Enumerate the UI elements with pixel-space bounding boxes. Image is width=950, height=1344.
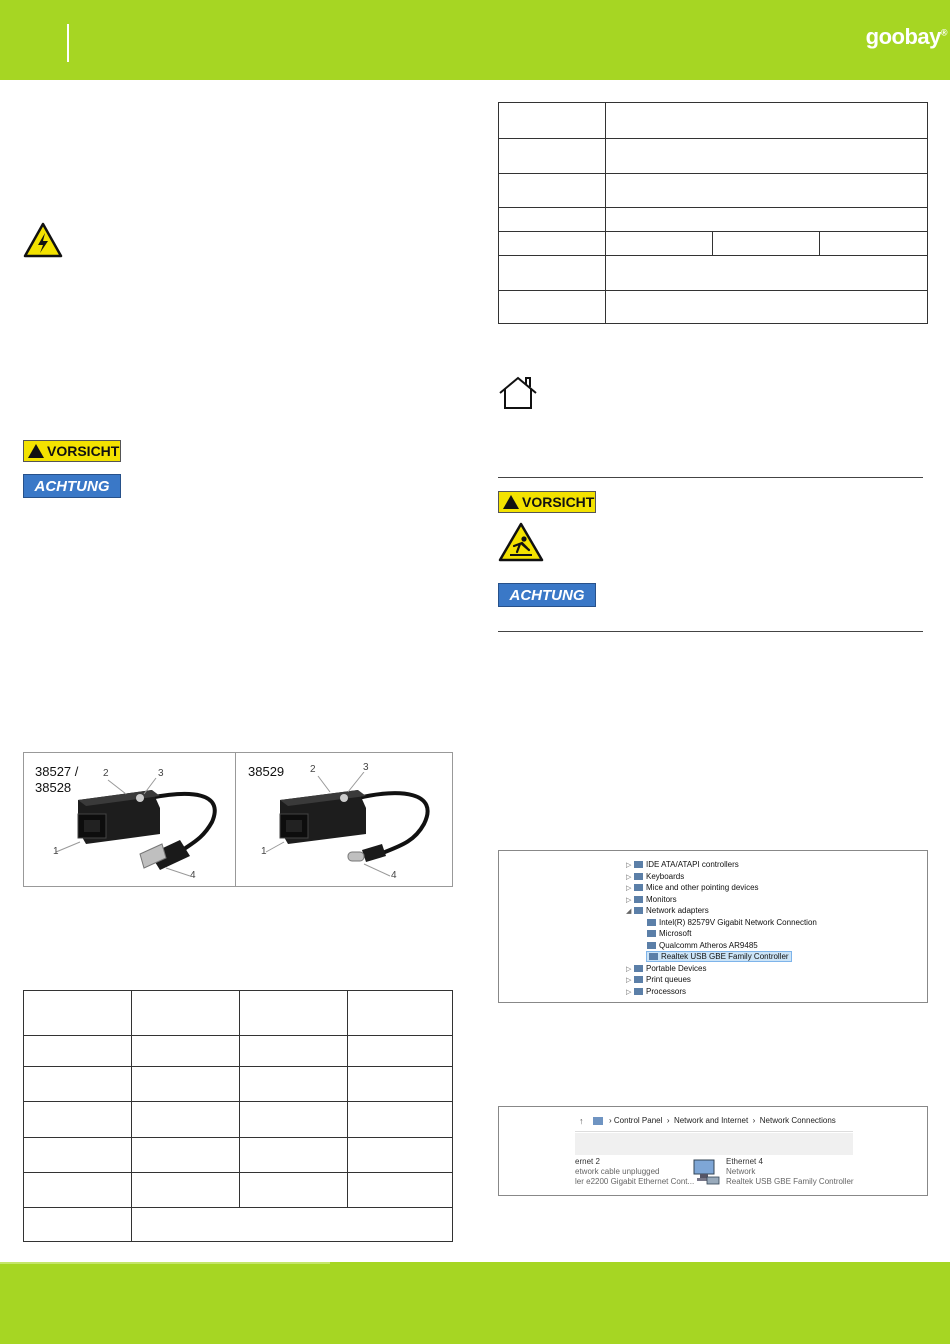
divider-top: [498, 477, 923, 478]
vorsicht-label-right: [498, 491, 596, 513]
header-divider: [67, 24, 69, 62]
callout-4-right: 4: [391, 870, 397, 881]
model-label-38527: 38527 / 38528: [35, 764, 79, 795]
device-tree-item[interactable]: [626, 895, 677, 904]
vorsicht-text: VORSICHT: [47, 443, 120, 459]
device-icon: [634, 976, 643, 983]
adapter-name: ernet 2: [575, 1157, 600, 1166]
device-tree-item[interactable]: [647, 929, 691, 938]
spec-table-left: [23, 990, 453, 1242]
device-icon: [647, 919, 656, 926]
network-adapter-icon: [691, 1157, 721, 1192]
callout-1-right: 1: [261, 846, 267, 857]
callout-4-left: 4: [190, 870, 196, 881]
device-icon: [649, 953, 658, 960]
device-icon: [634, 873, 643, 880]
footer-highlight: [0, 1262, 330, 1264]
device-label: IDE ATA/ATAPI controllers: [646, 860, 739, 869]
breadcrumb-item-connections: Network Connections: [759, 1116, 836, 1125]
device-tree-item[interactable]: [626, 906, 709, 915]
device-label: Qualcomm Atheros AR9485: [659, 940, 758, 950]
device-manager-screenshot: [498, 850, 928, 1003]
device-tree-item[interactable]: [626, 975, 691, 984]
brand-name: goobay: [865, 24, 941, 49]
device-icon: [647, 942, 656, 949]
device-label: Mice and other pointing devices: [646, 883, 759, 892]
vorsicht-label-left: [23, 440, 121, 462]
expand-arrow-icon[interactable]: ◢: [626, 908, 632, 915]
device-icon: [634, 896, 643, 903]
brand-mark: ®: [940, 27, 947, 38]
device-label: Microsoft: [659, 929, 692, 938]
adapter-device: Realtek USB GBE Family Controller: [726, 1177, 854, 1186]
device-label: Processors: [646, 986, 687, 996]
callout-2-left: 2: [103, 768, 109, 779]
achtung-label-right: [498, 583, 596, 607]
device-label: Realtek USB GBE Family Controller: [661, 952, 789, 961]
callout-3-left: 3: [158, 768, 164, 779]
breadcrumb-item-network: Network and Internet: [673, 1116, 749, 1125]
address-bar: [575, 1113, 853, 1132]
network-connections-screenshot: [498, 1106, 928, 1196]
callout-1-left: 1: [53, 846, 59, 857]
header-bar: [0, 0, 950, 80]
callout-2-right: 2: [310, 764, 316, 775]
device-label: Network adapters: [646, 906, 709, 915]
breadcrumb-item-control-panel: Control Panel: [613, 1116, 663, 1125]
caution-icon: [503, 495, 519, 509]
device-icon: [634, 861, 643, 868]
up-arrow-icon: ↑: [579, 1116, 584, 1126]
device-tree-item[interactable]: [647, 941, 758, 950]
achtung-text: ACHTUNG: [509, 586, 585, 604]
device-icon: [647, 930, 656, 937]
adapter-status: etwork cable unplugged: [575, 1167, 660, 1176]
device-tree-item[interactable]: [626, 964, 706, 973]
footer-bar: [0, 1262, 950, 1344]
device-icon: [634, 988, 643, 995]
spec-table-right: [498, 102, 928, 324]
device-icon: [634, 965, 643, 972]
expand-arrow-icon[interactable]: ▷: [626, 862, 632, 869]
adapter-name: Ethernet 4: [726, 1157, 763, 1166]
expand-arrow-icon[interactable]: ▷: [626, 965, 632, 973]
divider-bottom: [498, 631, 923, 632]
brand-logo: [860, 24, 947, 50]
expand-arrow-icon[interactable]: ▷: [626, 988, 632, 996]
device-label: Keyboards: [646, 871, 685, 881]
device-tree-item[interactable]: [647, 918, 817, 927]
adapter-ethernet-4: [726, 1157, 854, 1187]
high-voltage-warning-icon: [23, 222, 63, 263]
device-tree-item[interactable]: [626, 860, 739, 869]
expand-arrow-icon[interactable]: ▷: [626, 873, 632, 881]
control-panel-icon: [593, 1117, 603, 1125]
usb-c-adapter-image: [250, 772, 440, 887]
expand-arrow-icon[interactable]: ▷: [626, 896, 632, 904]
device-label: Intel(R) 82579V Gigabit Network Connection: [659, 917, 817, 927]
device-label: Monitors: [646, 894, 677, 904]
caution-icon: [28, 444, 44, 458]
device-label: Portable Devices: [646, 963, 707, 973]
toolbar: [575, 1133, 853, 1155]
model-label-38529: 38529: [248, 764, 285, 779]
device-icon: [634, 884, 643, 891]
callout-3-right: 3: [363, 762, 369, 773]
achtung-text: ACHTUNG: [34, 477, 110, 495]
device-tree-item[interactable]: [626, 883, 759, 892]
adapter-status: Network: [726, 1167, 756, 1176]
device-tree-item[interactable]: [626, 872, 684, 881]
trip-hazard-icon: [498, 522, 544, 567]
house-icon: [498, 376, 538, 415]
expand-arrow-icon[interactable]: ▷: [626, 885, 632, 892]
expand-arrow-icon[interactable]: ▷: [626, 977, 632, 984]
device-tree-item[interactable]: [647, 952, 791, 961]
product-figure-divider: [235, 752, 236, 887]
vorsicht-text: VORSICHT: [522, 494, 595, 510]
device-tree-item[interactable]: [626, 987, 686, 996]
usb-a-adapter-image: [40, 772, 230, 887]
device-label: Print queues: [646, 975, 691, 984]
adapter-device: ler e2200 Gigabit Ethernet Cont...: [575, 1177, 695, 1186]
device-icon: [634, 907, 643, 914]
adapter-ethernet-2: [575, 1157, 694, 1187]
breadcrumb: › Control Panel › Network and Internet › Network Connections: [609, 1116, 836, 1125]
achtung-label-left: [23, 474, 121, 498]
